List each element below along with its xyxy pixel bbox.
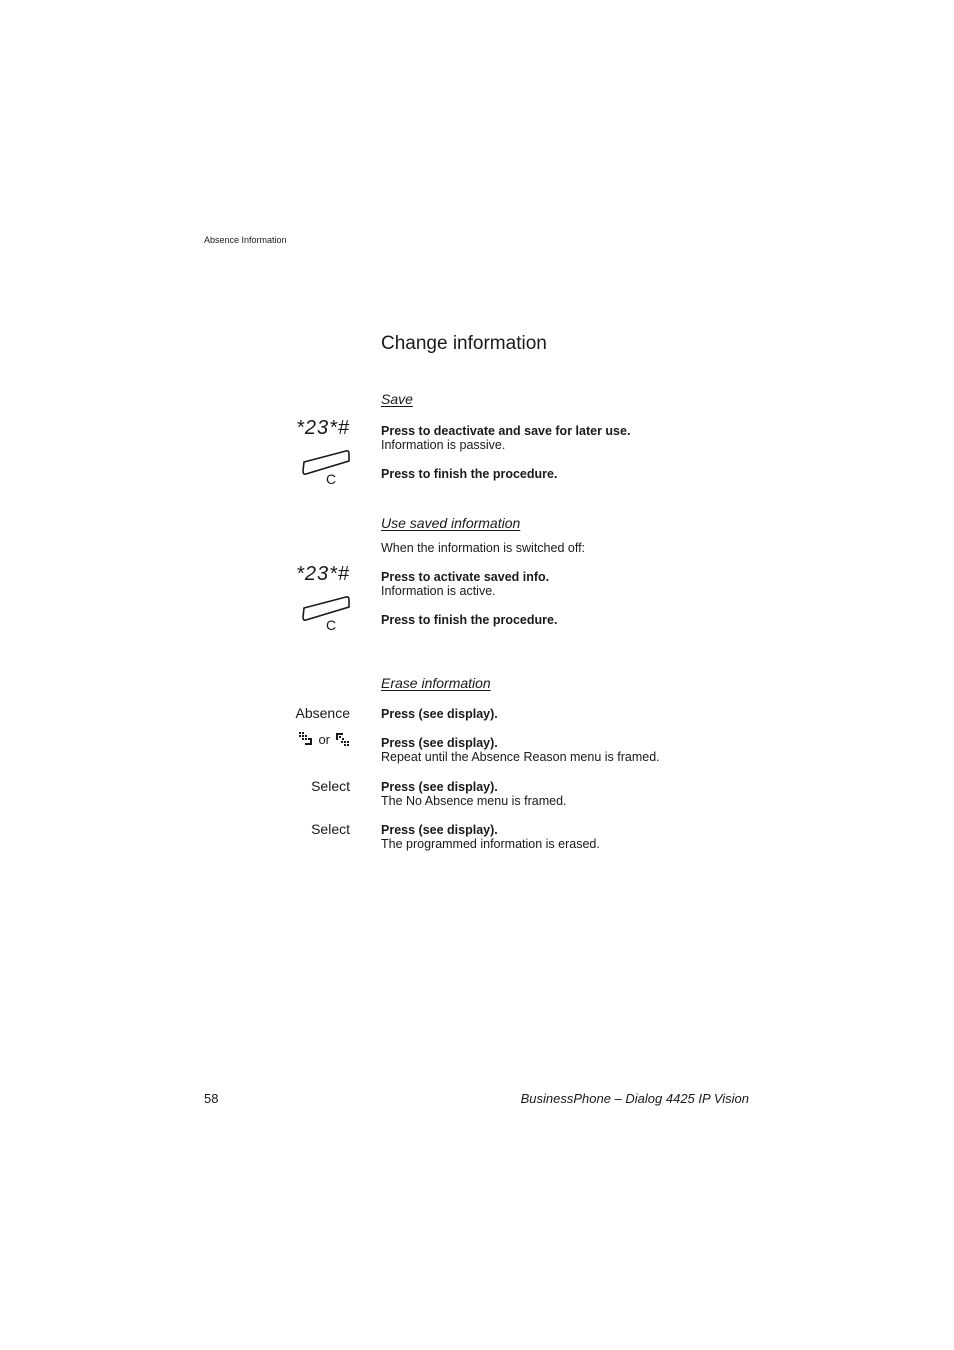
arrow-up-left-icon [334, 731, 350, 747]
arrows-or-text: or [318, 731, 330, 747]
page-title: Change information [381, 333, 547, 354]
use-saved-key-sequence: *23*# [296, 563, 350, 585]
use-saved-heading: Use saved information [381, 515, 521, 531]
select-softkey-label: Select [311, 821, 350, 837]
erase-heading: Erase information [381, 675, 491, 691]
erase-step2-result: Repeat until the Absence Reason menu is framed. [381, 750, 660, 764]
navigation-arrows [298, 731, 350, 747]
arrow-down-right-icon [298, 731, 314, 747]
erase-step3-instruction: Press (see display). [381, 780, 498, 794]
use-saved-intro: When the information is switched off: [381, 541, 586, 555]
use-saved-step2-instruction: Press to finish the procedure. [381, 613, 558, 627]
use-saved-step1-result: Information is active. [381, 584, 496, 598]
erase-step4-result: The programmed information is erased. [381, 837, 600, 851]
save-key-sequence: *23*# [296, 417, 350, 439]
absence-softkey-label: Absence [295, 705, 350, 721]
erase-step4-instruction: Press (see display). [381, 823, 498, 837]
clear-key-icon [302, 596, 350, 633]
use-saved-step1-instruction: Press to activate saved info. [381, 570, 550, 584]
select-softkey-label: Select [311, 778, 350, 794]
running-head: Absence Information [204, 235, 287, 245]
clear-key-icon [302, 450, 350, 487]
erase-step2-instruction: Press (see display). [381, 736, 498, 750]
clear-key-label: C [326, 617, 337, 633]
save-step2-instruction: Press to finish the procedure. [381, 467, 558, 481]
save-step1-instruction: Press to deactivate and save for later use. [381, 424, 631, 438]
clear-key-label: C [326, 471, 337, 487]
page-number: 58 [204, 1091, 219, 1106]
save-heading: Save [381, 391, 413, 407]
save-step1-result: Information is passive. [381, 438, 506, 452]
footer-product-title: BusinessPhone – Dialog 4425 IP Vision [520, 1091, 749, 1106]
erase-step1-instruction: Press (see display). [381, 707, 498, 721]
erase-step3-result: The No Absence menu is framed. [381, 794, 567, 808]
